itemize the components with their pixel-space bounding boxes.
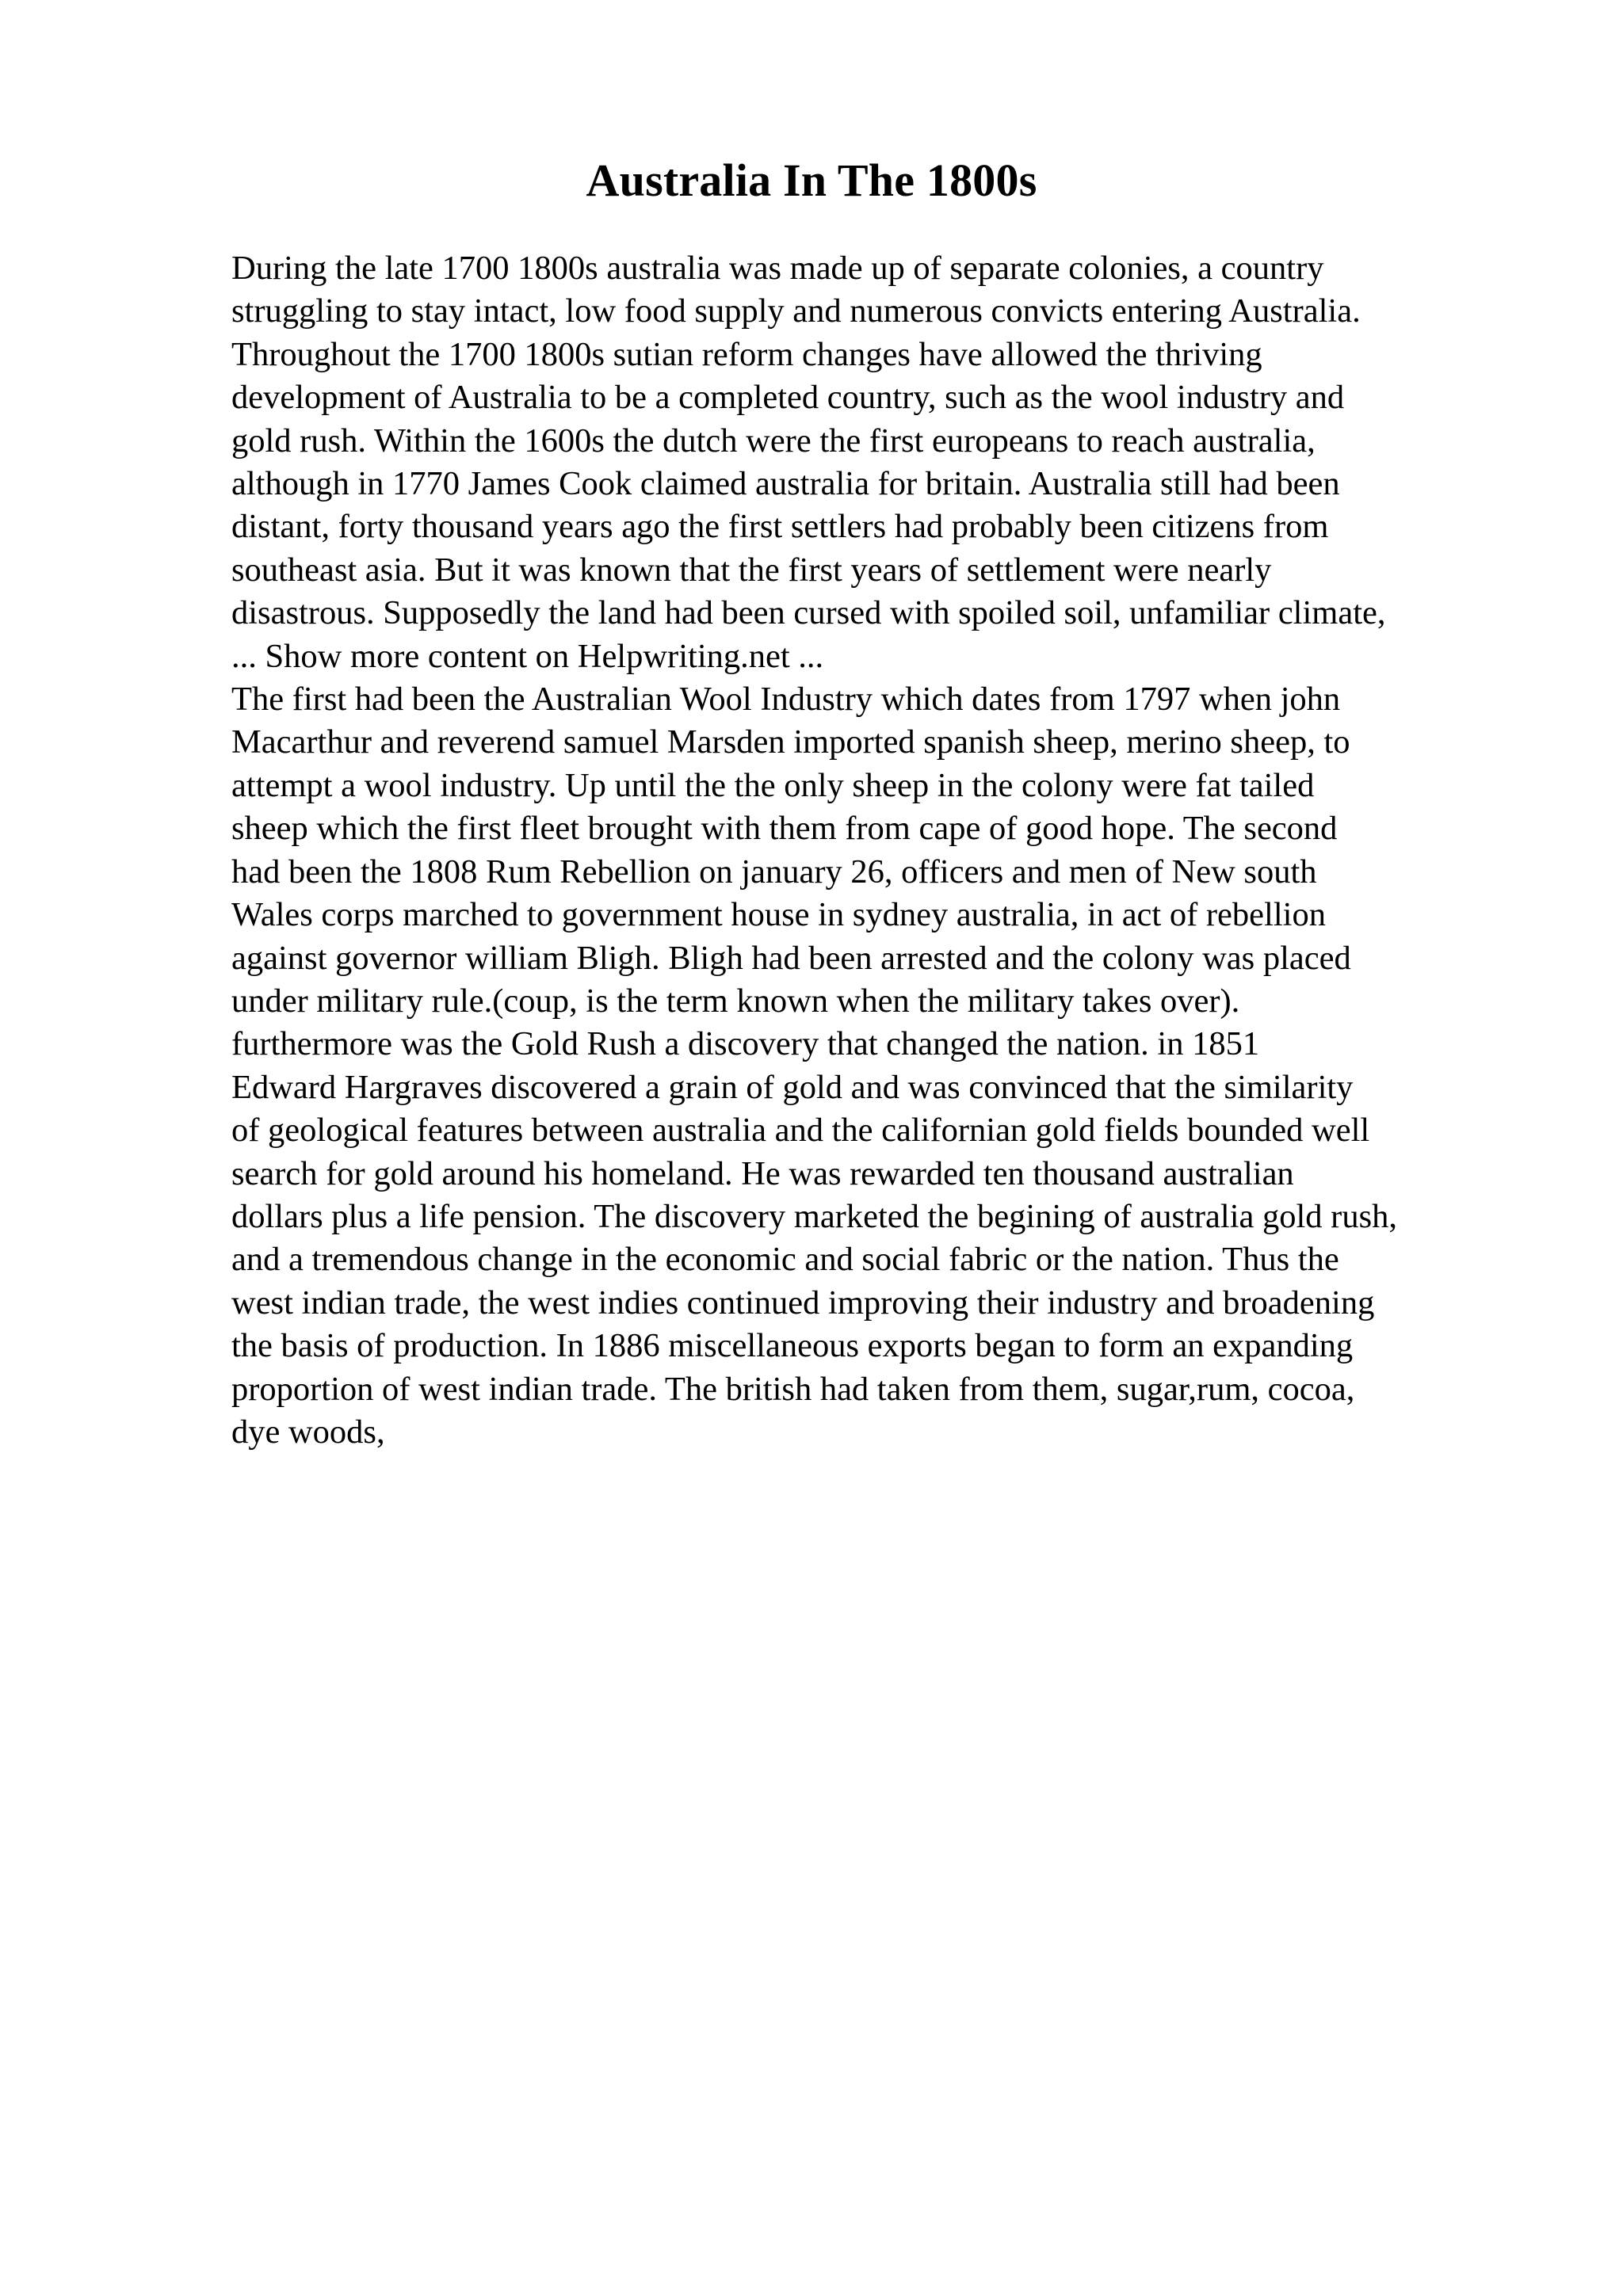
text-line: although in 1770 James Cook claimed australia for britain. Australia still had been xyxy=(231,465,1340,503)
text-line: southeast asia. But it was known that the first years of settlement were nearly xyxy=(231,551,1272,589)
text-line: of geological features between australia and the californian gold fields bounded well xyxy=(231,1112,1370,1150)
text-line: furthermore was the Gold Rush a discovery that changed the nation. in 1851 xyxy=(231,1025,1260,1063)
text-line: against governor william Bligh. Bligh had been arrested and the colony was placed xyxy=(231,939,1351,977)
text-line: proportion of west indian trade. The british had taken from them, sugar,rum, cocoa, xyxy=(231,1370,1355,1408)
text-line: struggling to stay intact, low food supply and numerous convicts entering Australia. xyxy=(231,292,1361,330)
text-line: development of Australia to be a completed country, such as the wool industry and xyxy=(231,379,1345,417)
text-line: Wales corps marched to government house in sydney australia, in act of rebellion xyxy=(231,896,1326,934)
document-title: Australia In The 1800s xyxy=(586,154,1037,206)
text-line: Throughout the 1700 1800s sutian reform changes have allowed the thriving xyxy=(231,335,1262,373)
text-line: and a tremendous change in the economic and social fabric or the nation. Thus the xyxy=(231,1241,1339,1279)
text-line: west indian trade, the west indies continued improving their industry and broadening xyxy=(231,1283,1375,1322)
text-line: During the late 1700 1800s australia was made up of separate colonies, a country xyxy=(231,250,1324,287)
text-line: under military rule.(coup, is the term known when the military takes over). xyxy=(231,982,1240,1020)
text-line: attempt a wool industry. Up until the the only sheep in the colony were fat tailed xyxy=(231,766,1315,804)
text-line: Macarthur and reverend samuel Marsden imported spanish sheep, merino sheep, to xyxy=(231,723,1350,761)
text-line: sheep which the first fleet brought with them from cape of good hope. The second xyxy=(231,810,1338,848)
text-line: the basis of production. In 1886 miscellaneous exports began to form an expanding xyxy=(231,1327,1354,1365)
text-line: dye woods, xyxy=(231,1413,385,1451)
text-line: Edward Hargraves discovered a grain of gold and was convinced that the similarity xyxy=(231,1068,1354,1106)
show-more-notice: ... Show more content on Helpwriting.net ... xyxy=(231,637,824,675)
text-line: distant, forty thousand years ago the first settlers had probably been citizens from xyxy=(231,508,1329,546)
text-line: disastrous. Supposedly the land had been cursed with spoiled soil, unfamiliar climate, xyxy=(231,594,1386,632)
text-line: The first had been the Australian Wool Industry which dates from 1797 when john xyxy=(231,681,1341,719)
text-line: had been the 1808 Rum Rebellion on january 26, officers and men of New south xyxy=(231,852,1317,891)
document-body xyxy=(231,247,1531,1454)
text-line: dollars plus a life pension. The discovery marketed the begining of australia gold rush, xyxy=(231,1197,1398,1235)
text-line: gold rush. Within the 1600s the dutch were the first europeans to reach australia, xyxy=(231,421,1316,460)
text-line: search for gold around his homeland. He was rewarded ten thousand australian xyxy=(231,1154,1294,1192)
